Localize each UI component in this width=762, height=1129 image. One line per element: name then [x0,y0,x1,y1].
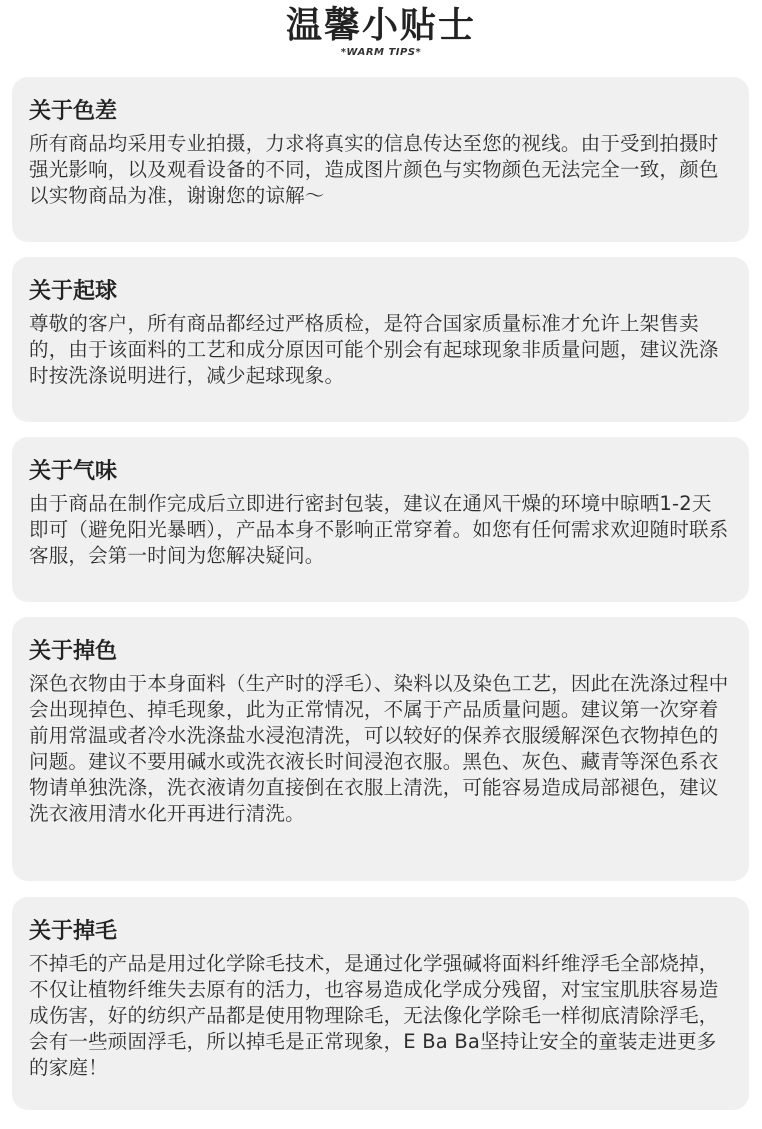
page-title: 温馨小贴士 [285,5,476,46]
page-header [0,0,762,70]
tip-card-lint-shedding [12,897,749,1110]
tip-body: 所有商品均采用专业拍摄，力求将真实的信息传达至您的视线。由于受到拍摄时强光影响，以及观看设备的不同，造成图片颜色与实物颜色无法完全一致，颜色以实物商品为准，谢谢您的谅解～ [29,132,719,207]
tip-card-color-fading [12,617,749,881]
tip-title: 关于掉色 [29,639,118,664]
page-subtitle: *WARM TIPS* [340,47,422,58]
tip-title: 关于气味 [29,459,118,484]
tip-body: 不掉毛的产品是用过化学除毛技术，是通过化学强碱将面料纤维浮毛全部烧掉，不仅让植物纤维失去原有的活力，也容易造成化学成分残留，对宝宝肌肤容易造成伤害，好的纺织产品都是使用物理除毛，无法像化学除毛一样彻底清除浮毛，会有一些顽固浮毛，所以掉毛是正常现象，E Ba Ba坚持让安全的童装走进更多的家庭！ [29,952,719,1079]
tip-body: 由于商品在制作完成后立即进行密封包装，建议在通风干燥的环境中晾晒1-2天即可（避免阳光暴晒），产品本身不影响正常穿着。如您有任何需求欢迎随时联系客服，会第一时间为您解决疑问。 [29,492,729,567]
tip-card-odor [12,437,749,602]
tip-title: 关于掉毛 [29,919,118,944]
tip-body: 深色衣物由于本身面料（生产时的浮毛）、染料以及染色工艺，因此在洗涤过程中会出现掉色、掉毛现象，此为正常情况，不属于产品质量问题。建议第一次穿着前用常温或者冷水洗涤盐水浸泡清洗，可以较好的保养衣服缓解深色衣物掉色的问题。建议不要用碱水或洗衣液长时间浸泡衣服。黑色、灰色、藏青等深色系衣物请单独洗涤，洗衣液请勿直接倒在衣服上清洗，可能容易造成局部褪色，建议洗衣液用清水化开再进行清洗。 [29,672,729,825]
tip-title: 关于色差 [29,99,118,124]
tip-card-color-difference [12,77,749,242]
tip-title: 关于起球 [29,279,118,304]
tip-body: 尊敬的客户，所有商品都经过严格质检，是符合国家质量标准才允许上架售卖的，由于该面料的工艺和成分原因可能个别会有起球现象非质量问题，建议洗涤时按洗涤说明进行，减少起球现象。 [29,312,719,387]
tip-card-pilling [12,257,749,422]
